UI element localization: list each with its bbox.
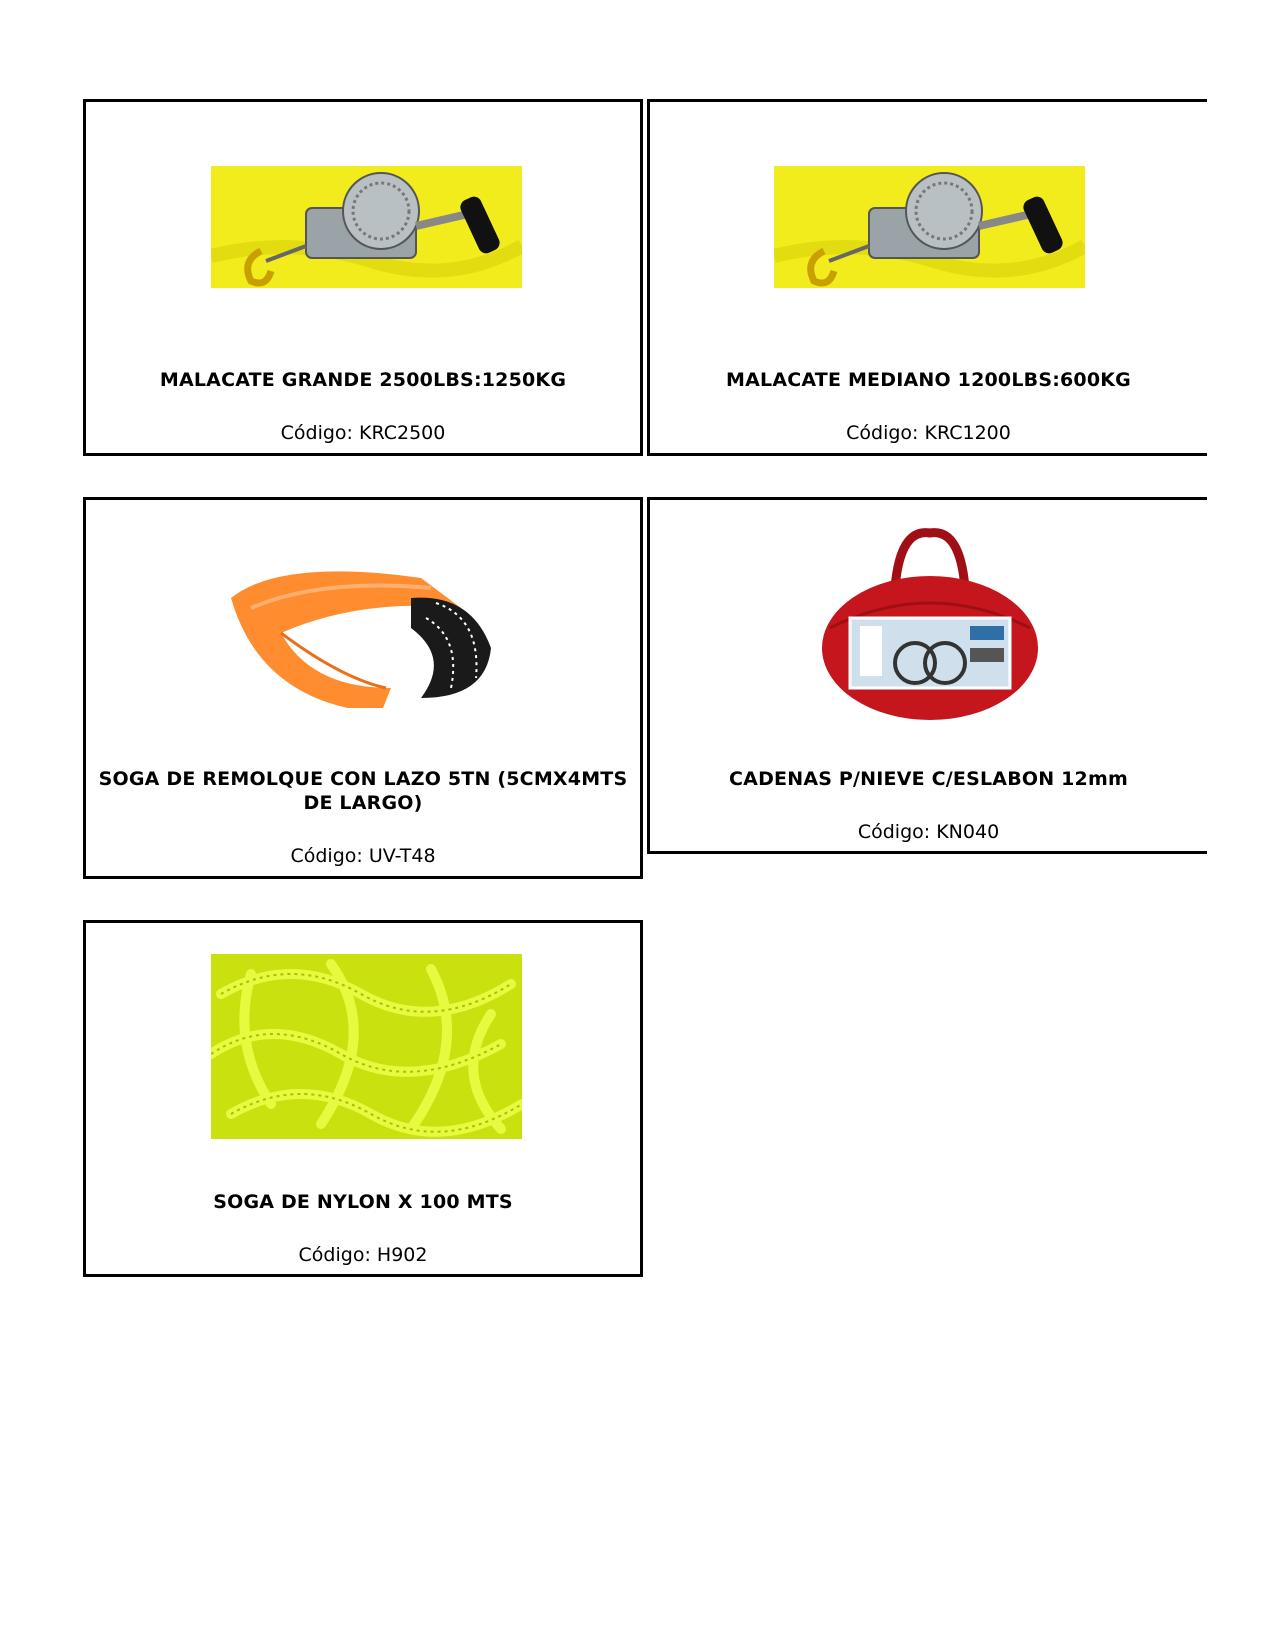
product-code <box>650 820 1207 844</box>
product-card <box>647 99 1207 456</box>
code-value: KRC1200 <box>924 422 1011 444</box>
code-value: UV-T48 <box>368 845 436 867</box>
snow-chain-bag-photo-icon <box>810 518 1050 728</box>
hand-winch-photo-icon <box>211 166 522 288</box>
product-title: MALACATE GRANDE 2500LBS:1250KG <box>159 369 567 391</box>
product-code <box>86 421 640 445</box>
product-card <box>83 920 643 1277</box>
product-title: MALACATE MEDIANO 1200LBS:600KG <box>726 369 1131 391</box>
code-value: KN040 <box>936 821 1000 843</box>
product-code <box>650 421 1207 445</box>
code-label: Código: <box>290 845 363 867</box>
product-card <box>83 497 643 879</box>
nylon-rope-photo-icon <box>211 954 522 1139</box>
code-value: KRC2500 <box>359 422 446 444</box>
tow-strap-photo-icon <box>221 538 511 708</box>
product-code <box>86 1243 640 1267</box>
product-card <box>647 497 1207 854</box>
product-code <box>86 844 640 868</box>
product-title: CADENAS P/NIEVE C/ESLABON 12mm <box>729 768 1128 790</box>
product-card <box>83 99 643 456</box>
code-value: H902 <box>376 1244 428 1266</box>
hand-winch-photo-icon <box>774 166 1085 288</box>
product-title: SOGA DE REMOLQUE CON LAZO 5TN (5CMX4MTS DE LARGO) <box>98 768 628 814</box>
product-title: SOGA DE NYLON X 100 MTS <box>213 1191 513 1213</box>
code-label: Código: <box>298 1244 371 1266</box>
code-label: Código: <box>846 422 919 444</box>
code-label: Código: <box>857 821 931 843</box>
code-label: Código: <box>280 422 353 444</box>
